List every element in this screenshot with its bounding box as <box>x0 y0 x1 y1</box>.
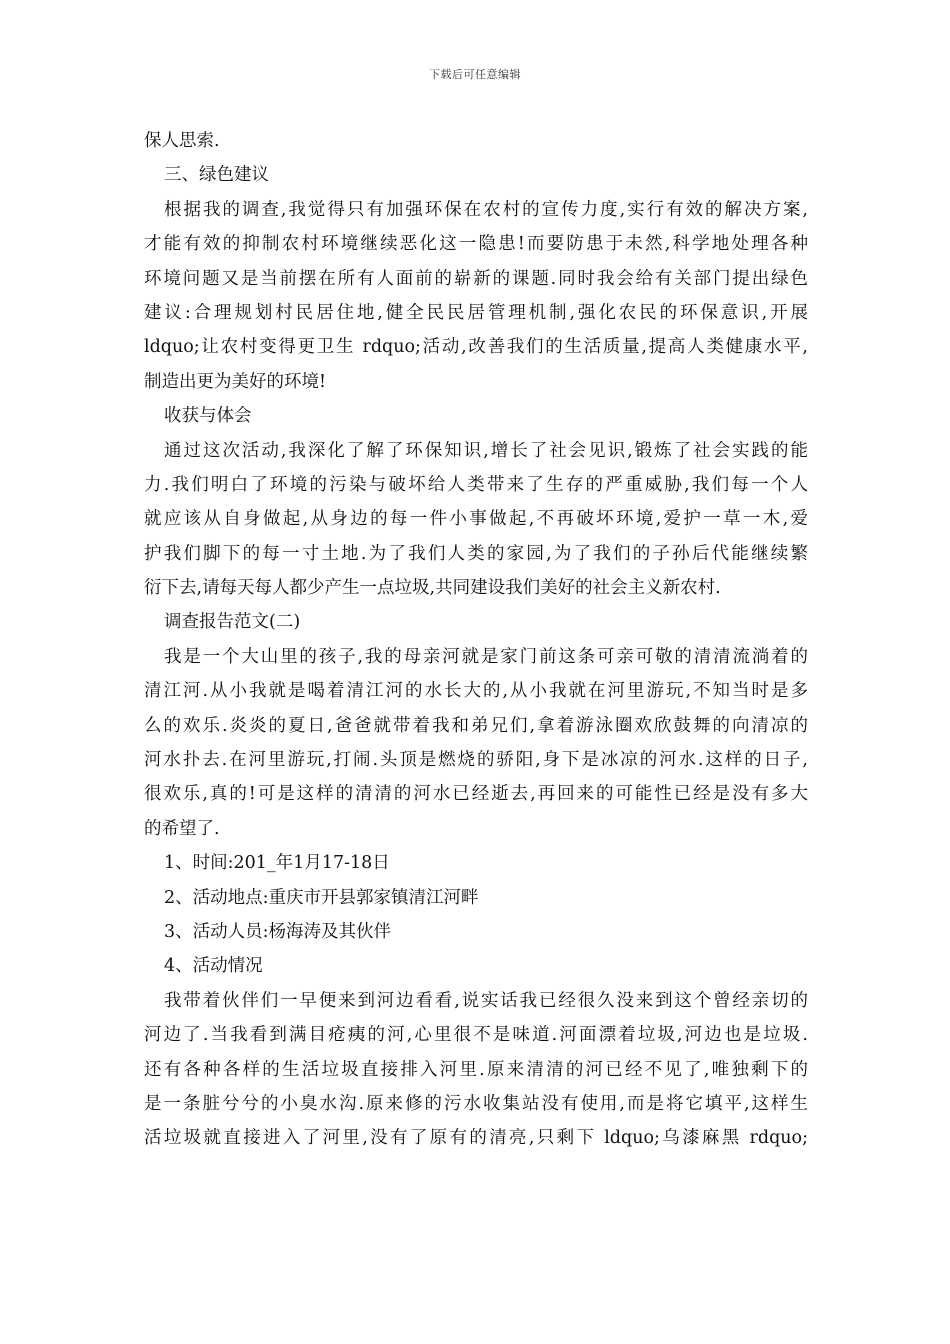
text-line: 4、活动情况 <box>164 956 263 977</box>
text-line: 么的欢乐.炎炎的夏日,爸爸就带着我和弟兄们,拿着游泳圈欢欣鼓舞的向清凉的 <box>144 715 808 736</box>
text-line: 清江河.从小我就是喝着清江河的水长大的,从小我就在河里游玩,不知当时是多 <box>144 681 808 702</box>
text-line: 收获与体会 <box>164 406 252 427</box>
text-line: 我是一个大山里的孩子,我的母亲河就是家门前这条可亲可敬的清清流淌着的 <box>164 646 808 667</box>
text-line: 建议:合理规划村民居住地,健全民民居管理机制,强化农民的环保意识,开展 <box>144 302 808 323</box>
text-line: 衍下去,请每天每人都少产生一点垃圾,共同建设我们美好的社会主义新农村. <box>144 578 721 599</box>
text-line: 3、活动人员:杨海涛及其伙伴 <box>164 921 392 942</box>
text-line: 三、绿色建议 <box>164 165 269 186</box>
page-header: 下载后可任意编辑 <box>429 68 521 81</box>
text-line: 保人思索. <box>144 131 220 151</box>
text-line: 护我们脚下的每一寸土地.为了我们人类的家园,为了我们的子孙后代能继续繁 <box>144 543 808 564</box>
text-line: 是一条脏兮兮的小臭水沟.原来修的污水收集站没有使用,而是将它填平,这样生 <box>144 1093 808 1114</box>
text-line: 很欢乐,真的!可是这样的清清的河水已经逝去,再回来的可能性已经是没有多大 <box>144 784 808 805</box>
text-line: 还有各种各样的生活垃圾直接排入河里.原来清清的河已经不见了,唯独剩下的 <box>144 1059 808 1080</box>
text-line: 我带着伙伴们一早便来到河边看看,说实话我已经很久没来到这个曾经亲切的 <box>164 990 808 1011</box>
text-line: 通过这次活动,我深化了解了环保知识,增长了社会见识,锻炼了社会实践的能 <box>164 440 808 461</box>
text-line: 才能有效的抑制农村环境继续恶化这一隐患!而要防患于未然,科学地处理各种 <box>144 234 808 255</box>
text-line: 活垃圾就直接进入了河里,没有了原有的清亮,只剩下 ldquo;乌漆麻黑 rdquo; <box>144 1128 808 1149</box>
text-line: 的希望了. <box>144 818 220 839</box>
text-line: 调查报告范文(二) <box>164 612 301 633</box>
text-line: 力.我们明白了环境的污染与破坏给人类带来了生存的严重威胁,我们每一个人 <box>144 474 808 495</box>
text-line: 河边了.当我看到满目疮痍的河,心里很不是味道.河面漂着垃圾,河边也是垃圾. <box>144 1025 808 1046</box>
text-line: 2、活动地点:重庆市开县郭家镇清江河畔 <box>164 887 479 908</box>
text-line: 1、时间:201_年1月17-18日 <box>164 853 390 874</box>
document-body <box>144 124 808 1156</box>
text-line: 根据我的调查,我觉得只有加强环保在农村的宣传力度,实行有效的解决方案, <box>164 199 808 220</box>
text-line: 就应该从自身做起,从身边的每一件小事做起,不再破坏环境,爱护一草一木,爱 <box>144 509 808 530</box>
text-line: 河水扑去.在河里游玩,打闹.头顶是燃烧的骄阳,身下是冰凉的河水.这样的日子, <box>144 750 808 771</box>
text-line: 制造出更为美好的环境! <box>144 371 327 392</box>
text-line: 环境问题又是当前摆在所有人面前的崭新的课题.同时我会给有关部门提出绿色 <box>144 268 808 289</box>
text-line: ldquo;让农村变得更卫生 rdquo;活动,改善我们的生活质量,提高人类健康水平, <box>144 337 808 358</box>
